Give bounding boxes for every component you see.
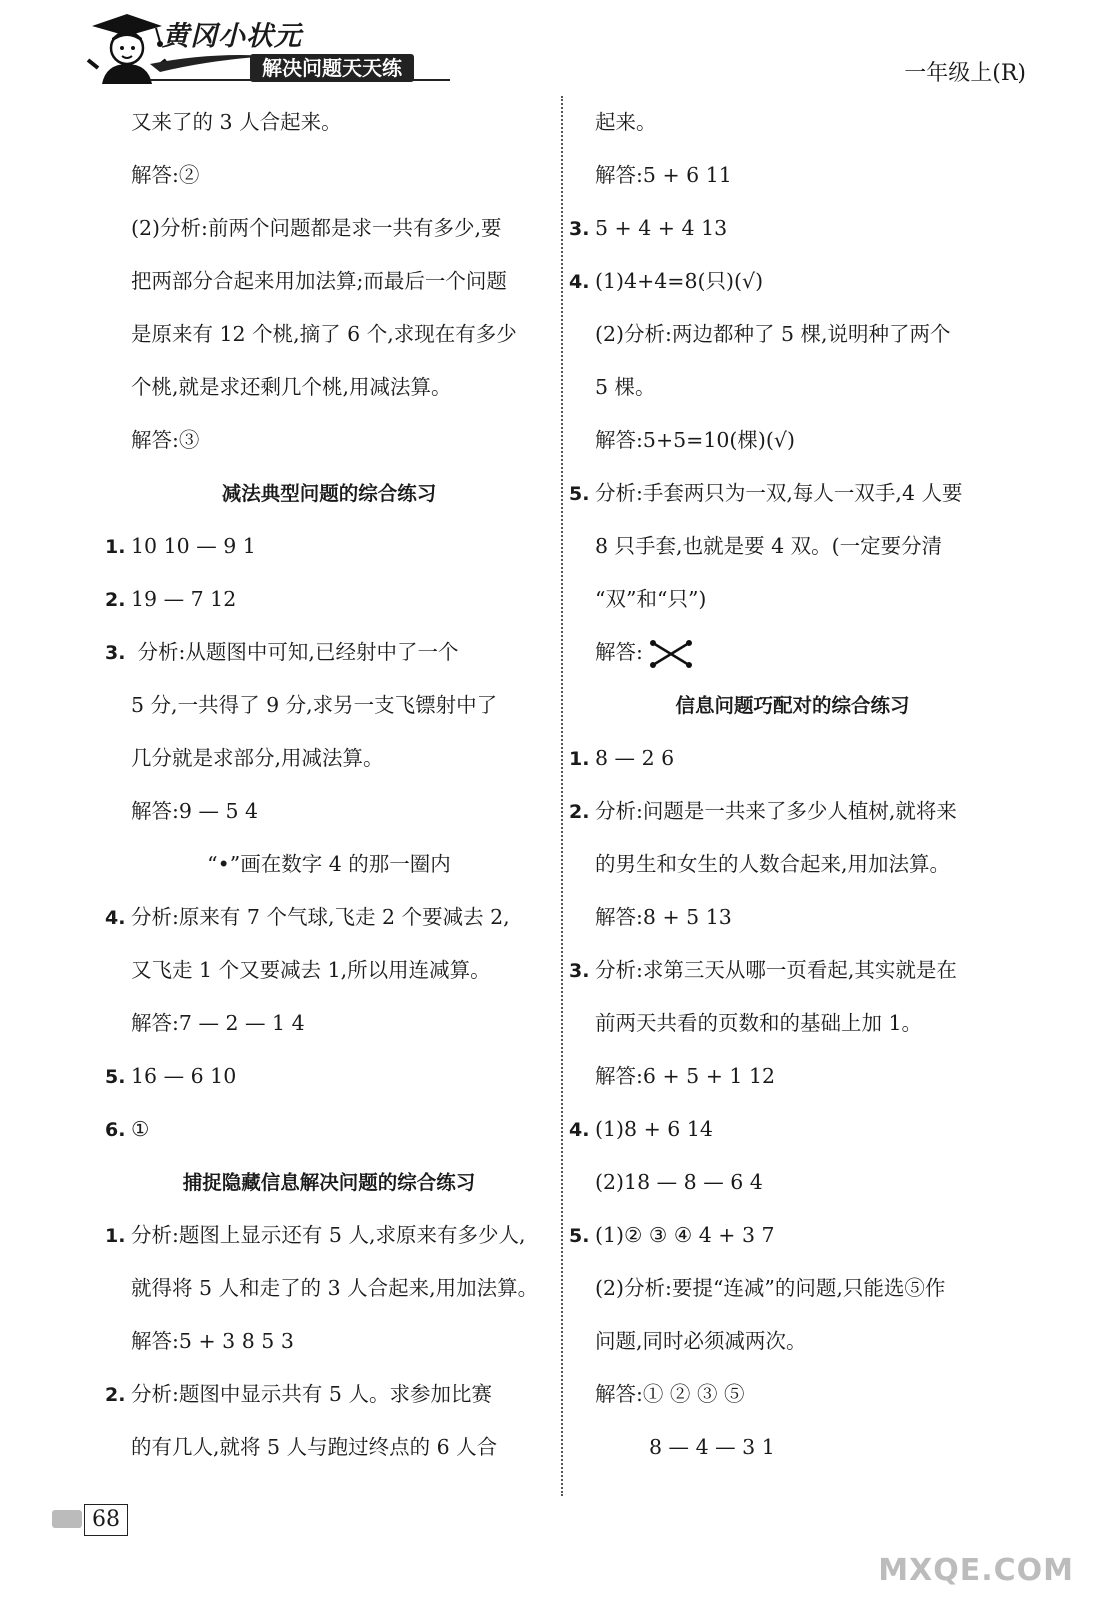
item-text: 19 — 7 12 — [131, 587, 237, 611]
series-tag: 解决问题天天练 — [250, 54, 414, 82]
right-column — [569, 96, 1016, 1474]
text-line: (2)分析:前两个问题都是求一共有多少,要 — [131, 216, 502, 240]
equation-line: 8 — 4 — 3 1 — [649, 1435, 775, 1459]
item-text: 分析:手套两只为一双,每人一双手,4 人要 — [595, 481, 963, 505]
text-line: 前两天共看的页数和的基础上加 1。 — [595, 1011, 923, 1035]
text-line: 8 只手套,也就是要 4 双。(一定要分清 — [595, 534, 943, 558]
item-number: 3. — [105, 642, 126, 664]
section-title: 减法典型问题的综合练习 — [221, 482, 437, 505]
item-number: 5. — [105, 1066, 126, 1088]
text-line: 几分就是求部分,用减法算。 — [131, 746, 384, 770]
watermark: MXQE.COM — [878, 1553, 1074, 1588]
left-column — [105, 96, 553, 1474]
text-line: (2)分析:两边都种了 5 棵,说明种了两个 — [595, 322, 951, 346]
text-line: “双”和“只”) — [595, 587, 707, 611]
page-header — [0, 0, 1106, 90]
answer-line: 解答:③ — [131, 428, 200, 452]
list-item — [105, 891, 553, 944]
list-item — [105, 1103, 553, 1156]
list-item — [105, 573, 553, 626]
list-item — [105, 1368, 553, 1421]
page-number: 68 — [84, 1504, 128, 1536]
list-item — [569, 202, 1016, 255]
list-item — [569, 944, 1016, 997]
answer-line: 解答:5 + 6 11 — [595, 163, 732, 187]
item-number: 5. — [569, 1225, 590, 1247]
answer-line: 解答:9 — 5 4 — [131, 799, 259, 823]
item-text: 5 + 4 + 4 13 — [595, 216, 728, 240]
list-item — [569, 1103, 1016, 1156]
text-line: 起来。 — [595, 110, 657, 134]
text-line: “•”画在数字 4 的那一圈内 — [207, 852, 451, 876]
list-item — [569, 467, 1016, 520]
list-item — [105, 626, 553, 679]
text-line: 就得将 5 人和走了的 3 人合起来,用加法算。 — [131, 1276, 539, 1300]
item-text: 分析:题图中显示共有 5 人。求参加比赛 — [131, 1382, 492, 1406]
list-item — [569, 255, 1016, 308]
item-text: 分析:从题图中可知,已经射中了一个 — [131, 640, 459, 664]
answer-line — [569, 626, 1016, 679]
item-text: 分析:问题是一共来了多少人植树,就将来 — [595, 799, 957, 823]
item-number: 3. — [569, 218, 590, 240]
list-item — [105, 1050, 553, 1103]
item-number: 5. — [569, 483, 590, 505]
item-text: 8 — 2 6 — [595, 746, 675, 770]
text-line: 的有几人,就将 5 人与跑过终点的 6 人合 — [131, 1435, 498, 1459]
answer-line: 解答:① ② ③ ⑤ — [595, 1382, 745, 1406]
grade-label: 一年级上(R) — [904, 61, 1026, 86]
text-line: 的男生和女生的人数合起来,用加法算。 — [595, 852, 951, 876]
item-text: ① — [131, 1117, 150, 1141]
item-number: 2. — [105, 589, 126, 611]
answer-line: 解答:6 + 5 + 1 12 — [595, 1064, 776, 1088]
item-number: 4. — [569, 271, 590, 293]
item-text: 分析:求第三天从哪一页看起,其实就是在 — [595, 958, 957, 982]
item-number: 4. — [105, 907, 126, 929]
text-line: 是原来有 12 个桃,摘了 6 个,求现在有多少 — [131, 322, 517, 346]
brand-title: 黄冈小状元 — [162, 21, 302, 52]
text-line: 又飞走 1 个又要减去 1,所以用连减算。 — [131, 958, 491, 982]
text-line: 5 棵。 — [595, 375, 656, 399]
answer-line: 解答:② — [131, 163, 200, 187]
item-text: 10 10 — 9 1 — [131, 534, 256, 558]
list-item — [105, 520, 553, 573]
item-text: 16 — 6 10 — [131, 1064, 237, 1088]
answer-label: 解答: — [595, 640, 643, 664]
item-number: 6. — [105, 1119, 126, 1141]
item-number: 1. — [105, 536, 126, 558]
list-item — [105, 1209, 553, 1262]
section-title: 捕捉隐藏信息解决问题的综合练习 — [182, 1171, 476, 1194]
item-text: (1)8 + 6 14 — [595, 1117, 713, 1141]
section-title: 信息问题巧配对的综合练习 — [675, 694, 910, 717]
item-number: 4. — [569, 1119, 590, 1141]
item-text: (1)② ③ ④ 4 + 3 7 — [595, 1223, 775, 1247]
item-text: 分析:题图上显示还有 5 人,求原来有多少人, — [131, 1223, 526, 1247]
column-divider — [561, 96, 563, 1496]
text-line: 把两部分合起来用加法算;而最后一个问题 — [131, 269, 507, 293]
text-line: 5 分,一共得了 9 分,求另一支飞镖射中了 — [131, 693, 498, 717]
item-number: 1. — [105, 1225, 126, 1247]
item-text: 分析:原来有 7 个气球,飞走 2 个要减去 2, — [131, 905, 510, 929]
text-line: 问题,同时必须减两次。 — [595, 1329, 807, 1353]
answer-line: 解答:5 + 3 8 5 3 — [131, 1329, 294, 1353]
text-line: 又来了的 3 人合起来。 — [131, 110, 342, 134]
text-line: (2)分析:要提“连减”的问题,只能选⑤作 — [595, 1276, 946, 1300]
item-number: 2. — [105, 1384, 126, 1406]
answer-line: 解答:8 + 5 13 — [595, 905, 732, 929]
list-item — [569, 1209, 1016, 1262]
text-line: 个桃,就是求还剩几个桃,用减法算。 — [131, 375, 452, 399]
item-text: (1)4+4=8(只)(√) — [595, 269, 764, 293]
list-item — [569, 732, 1016, 785]
list-item — [569, 785, 1016, 838]
answer-line: 解答:7 — 2 — 1 4 — [131, 1011, 305, 1035]
item-number: 1. — [569, 748, 590, 770]
item-number: 2. — [569, 801, 590, 823]
cross-match-icon — [647, 638, 695, 670]
text-line: (2)18 — 8 — 6 4 — [595, 1170, 763, 1194]
answer-line: 解答:5+5=10(棵)(√) — [595, 428, 795, 452]
item-number: 3. — [569, 960, 590, 982]
page-number-tab — [52, 1510, 82, 1528]
